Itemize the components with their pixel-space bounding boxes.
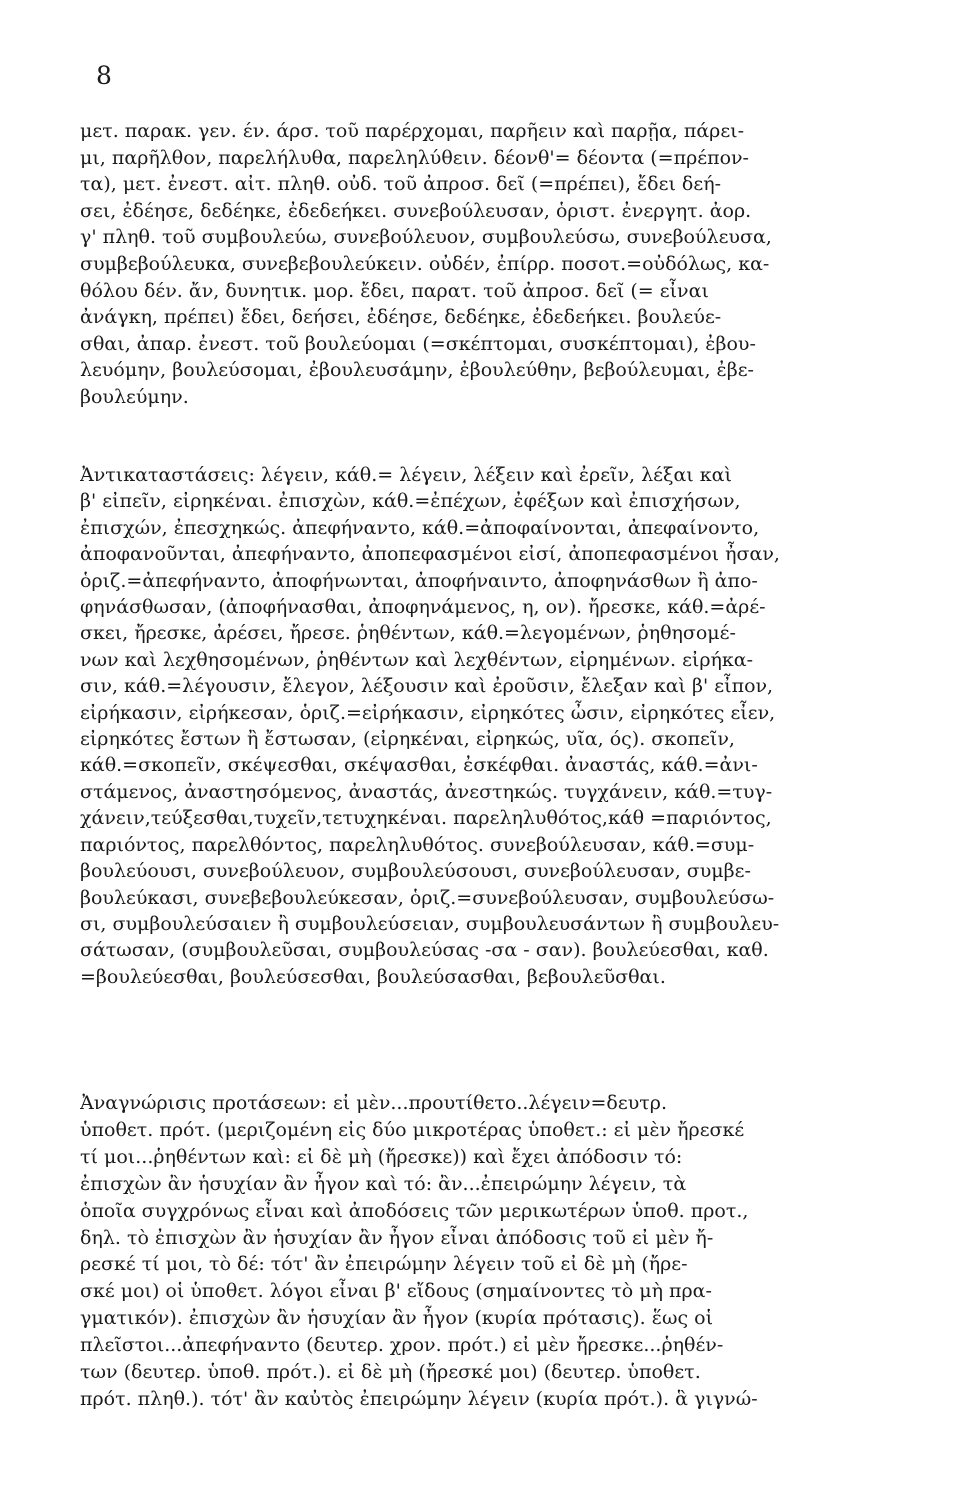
page-number: 8 (96, 61, 112, 90)
text-line: =βουλεύεσθαι, βουλεύσεσθαι, βουλεύσασθαι, βεβουλεῦσθαι. (80, 965, 666, 988)
text-line: ὁριζ.=ἀπεφήναντο, ἀποφήνωνται, ἀποφήναιντο, ἀποφηνάσθων ἢ ἀπο- (80, 569, 758, 592)
text-line: μετ. παρακ. γεν. έν. άρσ. τοῦ παρέρχομαι, παρῆειν καὶ παρῇα, πάρει- (80, 120, 745, 142)
text-line: σει, ἐδέησε, δεδέηκε, ἐδεδεήκει. συνεβούλευσαν, ὁριστ. ἐνεργητ. ἀορ. (80, 199, 752, 222)
text-line: κάθ.=σκοπεῖν, σκέψεσθαι, σκέψασθαι, ἐσκέφθαι. ἀναστάς, κάθ.=ἀνι- (80, 754, 758, 777)
text-line: χάνειν,τεύξεσθαι,τυχεῖν,τετυχηκέναι. παρεληλυθότος,κάθ =παριόντος, (80, 807, 772, 830)
text-line: ἐπισχών, ἐπεσχηκώς. ἀπεφήναντο, κάθ.=ἀποφαίνονται, ἀπεφαίνοντο, (80, 516, 760, 539)
text-line: πλεῖστοι...ἀπεφήναντο (δευτερ. χρον. πρότ.) εἰ μὲν ἤρεσκε...ῥηθέν- (80, 1334, 724, 1357)
text-line: ρεσκέ τί μοι, τὸ δέ: τότ' ἂν ἐπειρώμην λέγειν τοῦ εἰ δὲ μὴ (ἤρε- (80, 1253, 688, 1276)
text-line: γ' πληθ. τοῦ συμβουλεύω, συνεβούλευον, συμβουλεύσω, συνεβούλευσα, (80, 226, 772, 249)
text-line: πρότ. πληθ.). τότ' ἂν καὐτὸς ἐπειρώμην λέγειν (κυρία πρότ.). ἃ γιγνώ- (80, 1387, 758, 1410)
text-line: βουλεύκασι, συνεβεβουλεύκεσαν, ὁριζ.=συνεβούλευσαν, συμβουλεύσω- (80, 886, 775, 909)
text-line: μι, παρῆλθον, παρελήλυθα, παρεληλύθειν. δέονθ'= δέοντα (=πρέπον- (80, 146, 749, 169)
paragraph-sentence-analysis (80, 1090, 890, 1413)
paragraph-vocabulary-notes (80, 118, 890, 411)
text-line: βουλεύμην. (80, 385, 189, 408)
text-line: σι, συμβουλεύσαιεν ἢ συμβουλεύσειαν, συμβουλευσάντων ἢ συμβουλευ- (80, 912, 780, 935)
text-line: Ἀντικαταστάσεις: λέγειν, κάθ.= λέγειν, λέξειν καὶ ἐρεῖν, λέξαι καὶ (80, 464, 732, 486)
text-line: εἰρήκασιν, εἰρήκεσαν, ὁριζ.=εἰρήκασιν, εἰρηκότες ὦσιν, εἰρηκότες εἶεν, (80, 701, 776, 724)
paragraph-substitutions (80, 462, 890, 990)
text-line: δηλ. τὸ ἐπισχὼν ἂν ἡσυχίαν ἂν ἦγον εἶναι ἀπόδοσις τοῦ εἰ μὲν ἤ- (80, 1226, 714, 1249)
text-line: γματικόν). ἐπισχὼν ἂν ἡσυχίαν ἂν ἦγον (κυρία πρότασις). ἕως οἱ (80, 1307, 714, 1330)
text-line: σάτωσαν, (συμβουλεῦσαι, συμβουλεύσας -σα - σαν). βουλεύεσθαι, καθ. (80, 939, 769, 962)
text-line: σιν, κάθ.=λέγουσιν, ἔλεγον, λέξουσιν καὶ ἐροῦσιν, ἔλεξαν καὶ β' εἶπον, (80, 675, 774, 698)
text-line: ὑποθετ. πρότ. (μεριζομένη εἰς δύο μικροτέρας ὑποθετ.: εἰ μὲν ἤρεσκέ (80, 1118, 745, 1141)
text-line: φηνάσθωσαν, (ἀποφήνασθαι, ἀποφηνάμενος, η, ον). ἤρεσκε, κάθ.=ἀρέ- (80, 596, 766, 619)
text-line: σκει, ἤρεσκε, ἀρέσει, ἤρεσε. ῥηθέντων, κάθ.=λεγομένων, ῥηθησομέ- (80, 622, 736, 645)
text-line: β' εἰπεῖν, εἰρηκέναι. ἐπισχὼν, κάθ.=ἐπέχων, ἐφέξων καὶ ἐπισχήσων, (80, 490, 741, 513)
text-line: Ἀναγνώρισις προτάσεων: εἰ μὲν...προυτίθετο..λέγειν=δευτρ. (80, 1092, 667, 1114)
text-line: εἰρηκότες ἔστων ἢ ἔστωσαν, (εἰρηκέναι, εἰρηκώς, υῖα, ός). σκοπεῖν, (80, 728, 735, 751)
text-line: ἀνάγκη, πρέπει) ἔδει, δεήσει, ἐδέησε, δεδέηκε, ἐδεδεήκει. βουλεύε- (80, 306, 722, 329)
text-line: βουλεύουσι, συνεβούλευον, συμβουλεύσουσι, συνεβούλευσαν, συμβε- (80, 860, 751, 883)
text-line: ὁποῖα συγχρόνως εἶναι καὶ ἀποδόσεις τῶν μερικωτέρων ὑποθ. προτ., (80, 1199, 749, 1222)
text-line: στάμενος, ἀναστησόμενος, ἀναστάς, ἀνεστηκώς. τυγχάνειν, κάθ.=τυγ- (80, 780, 773, 803)
text-line: σκέ μοι) οἱ ὑποθετ. λόγοι εἶναι β' εἴδους (σημαίνοντες τὸ μὴ πρα- (80, 1280, 712, 1303)
text-line: των (δευτερ. ὑποθ. πρότ.). εἰ δὲ μὴ (ἤρεσκέ μοι) (δευτερ. ὑποθετ. (80, 1361, 701, 1384)
text-line: λευόμην, βουλεύσομαι, ἐβουλευσάμην, ἐβουλεύθην, βεβούλευμαι, ἐβε- (80, 359, 754, 382)
text-line: τα), μετ. ἐνεστ. αἰτ. πληθ. οὐδ. τοῦ ἀπροσ. δεῖ (=πρέπει), ἔδει δεή- (80, 173, 722, 196)
text-line: συμβεβούλευκα, συνεβεβουλεύκειν. οὐδέν, ἐπίρρ. ποσοτ.=οὐδόλως, κα- (80, 252, 770, 275)
text-line: νων καὶ λεχθησομένων, ῥηθέντων καὶ λεχθέντων, εἰρημένων. εἰρήκα- (80, 648, 754, 671)
text-line: ἀποφανοῦνται, ἀπεφήναντο, ἀποπεφασμένοι εἰσί, ἀποπεφασμένοι ἦσαν, (80, 543, 780, 566)
text-line: παριόντος, παρελθόντος, παρεληλυθότος. συνεβούλευσαν, κάθ.=συμ- (80, 833, 755, 856)
text-line: θόλου δέν. ἄν, δυνητικ. μορ. ἔδει, παρατ. τοῦ ἀπροσ. δεῖ (= εἶναι (80, 279, 709, 302)
text-line: σθαι, ἀπαρ. ἐνεστ. τοῦ βουλεύομαι (=σκέπτομαι, συσκέπτομαι), ἐβου- (80, 332, 756, 355)
text-line: τί μοι...ῥηθέντων καὶ: εἰ δὲ μὴ (ἤρεσκε)) καὶ ἔχει ἀπόδοσιν τό: (80, 1145, 683, 1168)
text-line: ἐπισχὼν ἂν ἡσυχίαν ἂν ἦγον καὶ τό: ἂν...ἐπειρώμην λέγειν, τὰ (80, 1172, 687, 1195)
